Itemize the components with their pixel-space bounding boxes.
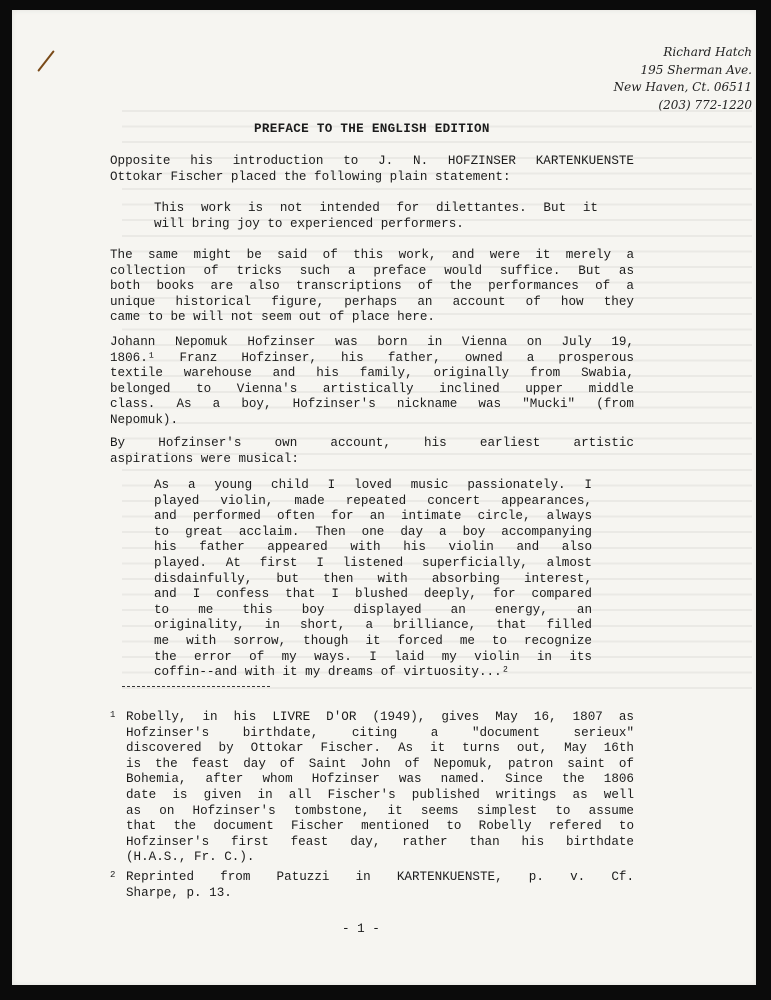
footnote-line: Hofzinser's first feast day, rather than his birthdate xyxy=(126,834,634,849)
quote-line: played violin, made repeated concert appearances, xyxy=(154,493,592,508)
quote-line: originality, in short, a brilliance, that filled xyxy=(154,618,592,633)
footnote-line: Bohemia, after whom Hofzinser was named. Since the 1806 xyxy=(126,772,634,787)
quote-line: disdainfully, but then with absorbing interest, xyxy=(154,571,592,586)
quote-line: to me this boy displayed an energy, an xyxy=(154,602,592,617)
address-phone: (203) 772-1220 xyxy=(658,97,752,112)
intro-paragraph xyxy=(110,154,634,185)
quote-line: This work is not intended for dilettantes. But it xyxy=(154,201,598,215)
quote-line: me with sorrow, though it forced me to recognize xyxy=(154,633,592,648)
footnote-line: as on Hofzinser's tombstone, it seems simplest to assume xyxy=(126,803,634,818)
quote-line: and performed often for an intimate circle, always xyxy=(154,509,592,524)
quote-line: coffin--and with it my dreams of virtuosity...² xyxy=(154,665,510,680)
paragraph-2 xyxy=(110,248,634,326)
quote-line: will bring joy to experienced performers. xyxy=(154,216,464,231)
footnote-line: is the feast day of Saint John of Nepomuk, patron saint of xyxy=(126,756,634,771)
address-name: Richard Hatch xyxy=(663,45,752,59)
intro-line: Opposite his introduction to J. N. HOFZINSER KARTENKUENSTE xyxy=(110,154,634,168)
address-street: 195 Sherman Ave. xyxy=(640,62,752,77)
paragraph-line: Nepomuk). xyxy=(110,412,179,427)
paragraph-line: came to be will not seem out of place here. xyxy=(110,310,435,325)
quote-line: As a young child I loved music passionately. I xyxy=(154,478,592,492)
quote-line: and I confess that I blushed deeply, for compared xyxy=(154,587,592,602)
pencil-mark xyxy=(37,50,55,72)
footnote-divider xyxy=(122,686,270,687)
footnote-line: discovered by Ottokar Fischer. As it turns out, May 16th xyxy=(126,741,634,756)
page-number: - 1 - xyxy=(342,922,380,936)
intro-line: Ottokar Fischer placed the following plain statement: xyxy=(110,169,511,184)
document-page xyxy=(12,10,756,985)
quote-line: to great acclaim. Then one day a boy accompanying xyxy=(154,524,592,539)
paragraph-line: Johann Nepomuk Hofzinser was born in Vienna on July 19, xyxy=(110,335,634,349)
footnote-line: date is given in all Fischer's published writings as well xyxy=(126,787,634,802)
quote-block-2 xyxy=(154,478,592,681)
footnote-2 xyxy=(126,870,634,901)
footnote-line: that the document Fischer mentioned to Robelly refered to xyxy=(126,819,634,834)
paragraph-4 xyxy=(110,436,634,467)
paragraph-line: unique historical figure, perhaps an account of how they xyxy=(110,294,634,309)
paragraph-line: belonged to Vienna's artistically inclined upper middle xyxy=(110,381,634,396)
footnote-line: Hofzinser's birthdate, citing a "document serieux" xyxy=(126,725,634,740)
footnote-marker-1: 1 xyxy=(110,710,116,720)
quote-line: the error of my ways. I laid my violin in its xyxy=(154,649,592,664)
footnote-line: Reprinted from Patuzzi in KARTENKUENSTE, p. v. Cf. xyxy=(126,870,634,884)
footnote-line: Robelly, in his LIVRE D'OR (1949), gives May 16, 1807 as xyxy=(126,710,634,724)
quote-block-1 xyxy=(154,201,598,232)
address-block xyxy=(592,44,752,114)
quote-line: played. At first I listened superficially, almost xyxy=(154,555,592,570)
paragraph-line: By Hofzinser's own account, his earliest artistic xyxy=(110,436,634,450)
paragraph-line: collection of tricks such a preface would suffice. But as xyxy=(110,263,634,278)
quote-line: his father appeared with his violin and also xyxy=(154,540,592,555)
footnote-marker-2: 2 xyxy=(110,870,116,880)
footnote-line: Sharpe, p. 13. xyxy=(126,885,232,900)
paragraph-line: The same might be said of this work, and were it merely a xyxy=(110,248,634,262)
paragraph-line: both books are also transcriptions of the performances of a xyxy=(110,279,634,294)
address-city: New Haven, Ct. 06511 xyxy=(613,80,752,94)
paragraph-3 xyxy=(110,335,634,429)
paragraph-line: textile warehouse and his family, originally from Swabia, xyxy=(110,366,634,381)
paragraph-line: class. As a boy, Hofzinser's nickname was "Mucki" (from xyxy=(110,397,634,412)
footnote-line: (H.A.S., Fr. C.). xyxy=(126,850,255,865)
page-title: PREFACE TO THE ENGLISH EDITION xyxy=(254,122,490,136)
footnote-1 xyxy=(126,710,634,866)
paragraph-line: aspirations were musical: xyxy=(110,451,299,466)
paragraph-line: 1806.¹ Franz Hofzinser, his father, owned a prosperous xyxy=(110,350,634,365)
